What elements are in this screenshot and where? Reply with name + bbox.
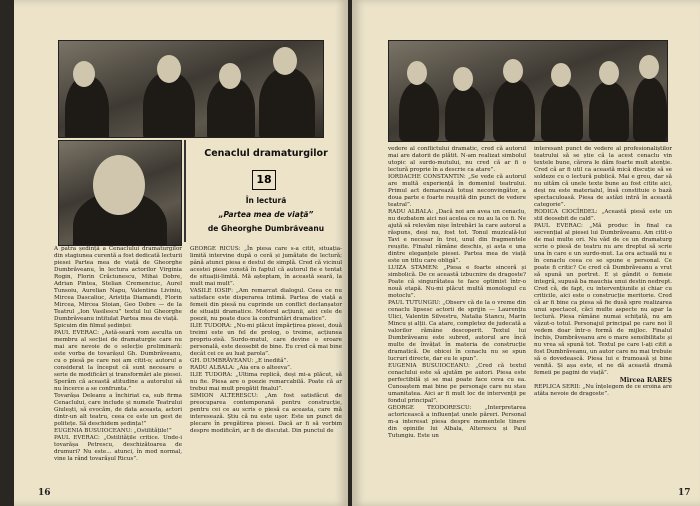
paragraph: vedere al conflictului dramatic, cred că autorul mai are datorii de plătit. N-am realizat simbolul utopic al surdo-mutului, nu cred că ar fi o lectură proprie în a descrie ca atare”. xyxy=(388,146,526,173)
right-column-2 xyxy=(534,146,672,482)
paragraph: ILIE TUDORA: „Ultima replică, deși mi-a plăcut, să nu fie. Piesa are o poezie remarcabilă. Poate că ar trebui mai mult pregătit finalul”. xyxy=(190,372,342,392)
page-number-left: 16 xyxy=(38,488,51,498)
play-author: de Gheorghe Dumbrăveanu xyxy=(207,224,325,233)
paragraph: ILIE TUDORA: „Nu-mi plăcut împărțirea piesei, două treimi este un fel de prolog, o treime, acțiunea propriu-zisă. Surdo-mutul, care devine o eroare personală, este deosebit de bine. Eu cred că mai bine decât cei ce au luat parola”. xyxy=(190,323,342,357)
paragraph: SIMION ALTERESCU: „Am fost satisfăcut de preocuparea contemporană pentru construcție, pentru cei ce au scris o piesă ca aceasta, care mă interesează. Știu că nu este ușor. Este un punct de plecare în pregătirea piesei. Dacă ar fi să vorbim despre modificări, ar fi de discutat. Din punctul de xyxy=(190,393,342,434)
paragraph: RADU ALBALA: „Aia era o alteeva”. xyxy=(190,365,292,371)
page-number-right: 17 xyxy=(678,488,691,498)
paragraph: GEORGE TEODORESCU: „Interpretarea actoricească a influențat unele păreri. Personal m-a interesat piesa despre momentele tinere din opiniile lui Albala, Alterescu și Paul Tutungiu. Este un xyxy=(388,405,526,439)
paragraph: EUGENIA BUSUIOCEANU: „Cred că textul cenaclului este să ajutăm pe autori. Piesa este perfectibilă și se mai poate face ceva cu ea. Cunoaștem mai bine pe personaje care nu stau umanitatea. Aici ar fi mult loc de intervenții pe fondul principal”. xyxy=(388,363,526,404)
photo-author-portrait xyxy=(58,140,182,246)
paragraph: PAUL EVERAC: „Ostilitățile critice. Unde-i tovarășa Petrescu, deschizătoarea de drumuri? Nu este... atunci, în mod normal, vine la rând tovarășul Ricus”. xyxy=(54,435,182,462)
paragraph: PAUL TUTUNGIU: „Observ că de la o vreme din cenaclu lipsesc actorii de sprijin — Laurențiu Ulici, Valentin Silvestru, Natalia Stancu, Marin Mincu și alții. Ca atare, completez de judecată a valorilor rămâne descoperit. Textul lui Dumbrăveanu este subred, autorul are încă multe de învățat în materia de construcție dramatică. De obicei în cenaclu nu se spun lucruri directe, dar eu le spun”. xyxy=(388,300,526,362)
paragraph: PAUL EVERAC: „Astă-seară vom asculta un membru al secției de dramaturgie care nu mai are nevoie de o selecție preliminară: este vorba de tovarășul Gh. Dumbrăveanu, cu o piesă pe care noi am citit-o; autorul a considerat la început că sunt necesare o serie de modificări și transformări ale piesei. Sperăm că această atitudine a autorului să nu încerce a se confrunta.” xyxy=(54,330,182,392)
author-signature: Mircea RAREȘ xyxy=(619,376,672,384)
photo-group-discussion xyxy=(58,40,324,138)
session-number: 18 xyxy=(252,170,276,190)
paragraph: LUIZA STAMEN: „Piesa e foarte sinceră și simbolică. De ce această izbucnire de dragoste? Poate că singurătatea te face optimist într-o nouă etapă. Nu-mi plăcut multă monologul cu motoclu”. xyxy=(388,265,526,299)
paragraph: Tovarășa Deleanu a închiriat ca, sub firma Cenaclului, care include și numele Teatrului Giulești, să evocăm, de data aceasta, actori dintr-un alt teatru, ceea ce este un gest de politețe. Să deschidem ședința!” xyxy=(54,393,182,427)
paragraph: GH. DUMBRĂVEANU: „E inedită”. xyxy=(190,358,289,364)
left-column-2 xyxy=(190,246,342,482)
photo-panel-table xyxy=(388,40,668,142)
paragraph: EUGENIA BUSUIOCEANU: „Ostilitățile!” xyxy=(54,428,172,434)
cenaclu-title: Cenaclul dramaturgilor xyxy=(204,148,328,159)
paragraph: A patra ședință a Cenaclului dramaturgilor din stagiunea curentă a fost dedicată lecturii piesei Partea mea de viață de Gheorghe Dumbrăveanu, în lectura actorilor Virginia Rogin, Florin Crăciunescu, Mihai Dobre, Adrian Pintea, Stelian Cremenciuc, Aurel Tunsoiu, Aurelian Napu, Valentina Liviniu, Mircea Dascaliuc, Aristița Diamandi, Florin Mircea, Mircea Stoian, Geo Dobre — de la Teatrul „Ion Vasilescu” textul lui Gheorghe Dumbrăveanu intitulat Partea mea de viață. xyxy=(54,246,182,322)
right-column-1 xyxy=(388,146,526,482)
paragraph: RADU ALBALA: „Dacă noi am avea un cenaclu, nu dezbatem aici noi acelea ce nu au la ce fi. Ne ajută să relevăm nișe întrebări la care autorul a răspuns, deși nu, fost tot. Tonul muzicală-lui Tavi e necesar în trei, unul din fragmentele reușite. Finalul rămâne deschis, și asta e una dintre eleganțele piesei. Partea mea de viață este un titlu care obligă”. xyxy=(388,209,526,264)
paragraph: interesant punct de vedere al profesionaliștilor teatrului să se știe că la acest cenaclu vin textele bune, cărora le dăm foarte mult atenție. Cred că ar fi util ca această mică discuție să se soldeze cu o lectură publică. Mai e greu, dar să nu uităm că unele texte bune au fost citite aici, deși nu este materialul, însă constituie o bază spectaculoasă. Piesa de astăzi intră în această categorie”. xyxy=(534,146,672,208)
right-page xyxy=(352,0,700,506)
reading-label: În lectură xyxy=(245,196,287,205)
paragraph: REPLICA SERII: „Nu înțelegem de ce eroina are atâta nevoie de dragoste”. xyxy=(534,384,672,397)
paragraph: IORDACHE CONSTANTIN: „Se vede că autorul are multă experiență în domeniul teatrului. Primul act demarează totuși neconvingător, a doua parte e foarte reușită din punct de vedere teatral”. xyxy=(388,174,526,208)
left-column-1 xyxy=(54,246,182,482)
paragraph: Spicuim din filmul ședinței: xyxy=(54,323,132,329)
paragraph: PAUL EVERAC: „Mă produc în final ca secvențial al piesei lui Dumbrăveanu. Am citit-o de mai multe ori. Nu văd de ce un dramaturg scrie o piesă de teatru nu are dreptul să scrie una în care e un surdo-mut. La ora actuală nu e în cenaclu ceea ce se spune e personal. Ce poate fi critic? Ce cred că Dumbrăveanu a vrut să spună un portret. E și gândit o femeie integră, supusă ba mauchia unui destin nedrept. Cred că, de fapt, cu intervențiunile și chiar cu criticile, aici este o construcție meritorie. Cred că ar fi bine ca piesa să fie dusă spre realizarea unui spectacol, căci multe aspecte nu apar la lectură. Piesa rămâne numai schițată, nu am văzut-o totul. Personajul principal pe care noi îl vedem doar într-o formă de mijloc. Finalul închis, Dumbrăveanu are o mare sensibilitate și nu vrea să spună tot. Textul pe care l-ați citit a fost Dumbrăveanu, un autor care nu mai trebuie să o dovedească. Piesa lui e frumoasă și bine venită. Și așa este, el ne dă această dramă femeii pe pagini de viață”. xyxy=(534,223,672,376)
paragraph: VASILE IOSIF: „Am remarcat dialogul. Ceea ce nu satisface este disperarea intimă. Partea de viață a femeii din piesă nu cuprinde un conflict declanșator de situații dramatice. Motorul acțiunii, aici cele de poezii, nu poate duce la confruntări dramatice”. xyxy=(190,288,342,322)
paragraph: GEORGE RICUS: „În piesa care s-a citit, situația-limită intervine după o ceră și jumătate de lectură; până atunci piesa e destul de simplă. Cred că vicinul acestei piese constă în faptul că autorul fie e tentat de situații-limită. Mă așteptam, în această seară, la mult mai mult”. xyxy=(190,246,342,287)
paragraph: RODICA CIOCÎRDEL: „Această piesă este un stil deosebit de cald”. xyxy=(534,209,672,222)
title-box xyxy=(184,140,346,242)
play-title: „Partea mea de viață” xyxy=(218,210,314,219)
left-page xyxy=(14,0,348,506)
